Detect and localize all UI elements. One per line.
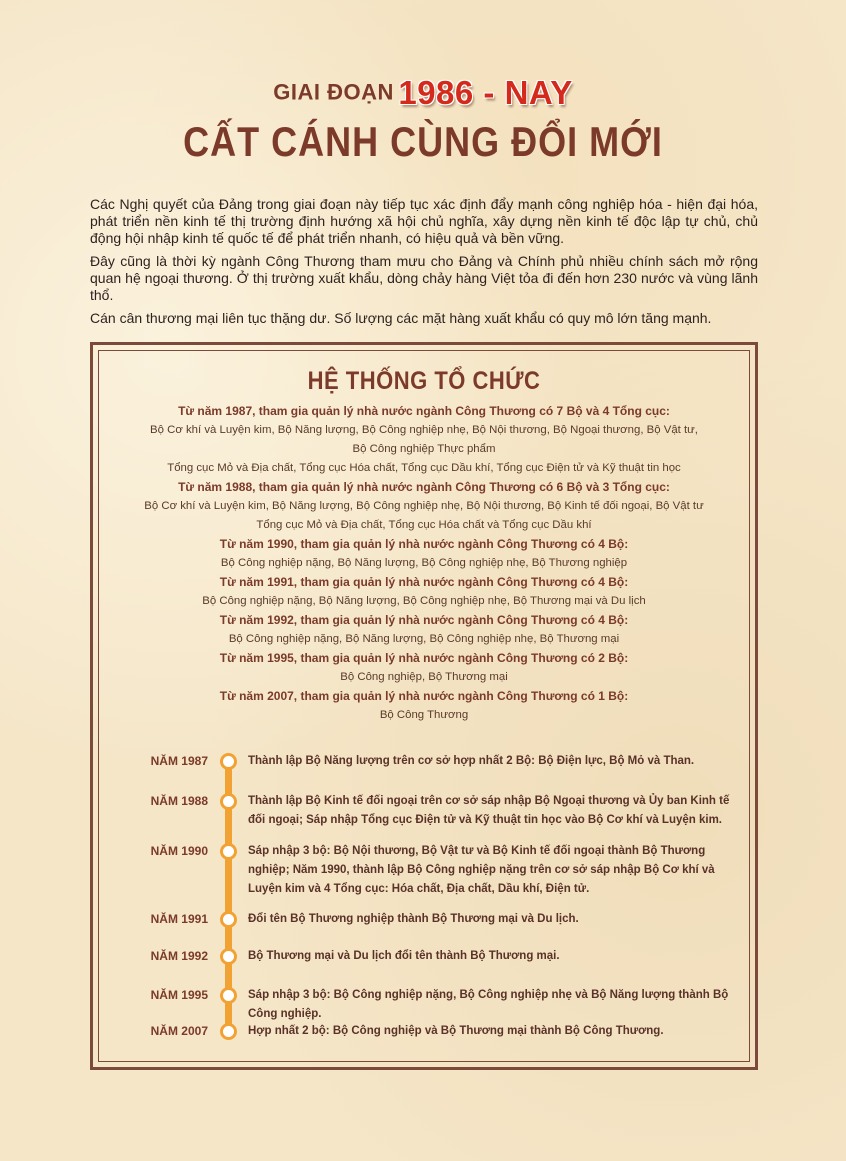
organization-section [100, 368, 748, 725]
org-block [100, 535, 748, 573]
timeline-dot-icon [220, 753, 237, 770]
org-block-heading: Từ năm 1988, tham gia quản lý nhà nước ngành Công Thương có 6 Bộ và 3 Tổng cục: [178, 480, 670, 494]
intro-text [90, 196, 758, 333]
timeline-text: Sáp nhập 3 bộ: Bộ Công nghiệp nặng, Bộ Công nghiệp nhẹ và Bộ Năng lượng thành Bộ Công nghiệp. [248, 989, 729, 1020]
org-block-line: Tổng cục Mỏ và Địa chất, Tổng cục Hóa chất, Tổng cục Dầu khí, Tổng cục Điện tử và Kỹ thuật tin học [167, 462, 681, 474]
timeline-text: Thành lập Bộ Năng lượng trên cơ sở hợp nhất 2 Bộ: Bộ Điện lực, Bộ Mỏ và Than. [248, 755, 695, 767]
org-block-line: Bộ Công Thương [379, 709, 469, 721]
period-heading [0, 76, 846, 109]
timeline-text: Thành lập Bộ Kinh tế đối ngoại trên cơ sở sáp nhập Bộ Ngoại thương và Ủy ban Kinh tế đối ngoại; Sáp nhập Tổng cục Điện tử và Kỹ thuật tin học vào Bộ Cơ khí và Luyện kim. [248, 795, 730, 826]
org-block-heading: Từ năm 1987, tham gia quản lý nhà nước ngành Công Thương có 7 Bộ và 4 Tổng cục: [178, 404, 670, 418]
timeline-year: NĂM 1988 [150, 794, 208, 808]
timeline-year: NĂM 1995 [150, 988, 208, 1002]
org-block [100, 649, 748, 687]
org-block-line: Bộ Cơ khí và Luyện kim, Bộ Năng lượng, Bộ Công nghiệp nhẹ, Bộ Nội thương, Bộ Kinh tế đối ngoại, Bộ Vật tư [144, 500, 704, 512]
organization-title: HỆ THỐNG TỔ CHỨC [307, 366, 541, 395]
timeline-text: Đổi tên Bộ Thương nghiệp thành Bộ Thương mại và Du lịch. [248, 913, 579, 925]
org-block-line: Tổng cục Mỏ và Địa chất, Tổng cục Hóa chất và Tổng cục Dầu khí [256, 519, 592, 531]
page-header [0, 76, 846, 163]
org-block-line: Bộ Công nghiệp nặng, Bộ Năng lượng, Bộ Công nghiệp nhẹ, Bộ Thương nghiệp [220, 557, 628, 569]
timeline-year: NĂM 1991 [150, 912, 208, 926]
org-block-line: Bộ Công nghiệp nặng, Bộ Năng lượng, Bộ Công nghiệp nhẹ, Bộ Thương mại và Du lịch [202, 595, 646, 607]
org-block-line: Bộ Công nghiệp nặng, Bộ Năng lượng, Bộ Công nghiệp nhẹ, Bộ Thương mại [228, 633, 620, 645]
org-block [100, 402, 748, 478]
period-prefix: GIAI ĐOẠN [273, 79, 394, 105]
period-years: 1986 - NAY [398, 74, 573, 111]
org-block-heading: Từ năm 1991, tham gia quản lý nhà nước ngành Công Thương có 4 Bộ: [219, 575, 629, 589]
timeline-dot-icon [220, 948, 237, 965]
org-block [100, 687, 748, 725]
page-title: CẤT CÁNH CÙNG ĐỔI MỚI [183, 117, 663, 165]
org-block-heading: Từ năm 1990, tham gia quản lý nhà nước ngành Công Thương có 4 Bộ: [219, 537, 629, 551]
timeline-dot-icon [220, 987, 237, 1004]
timeline-year: NĂM 1992 [150, 949, 208, 963]
timeline-year: NĂM 1987 [150, 754, 208, 768]
intro-paragraph: Cán cân thương mại liên tục thặng dư. Số lượng các mặt hàng xuất khẩu có quy mô lớn tăng mạnh. [90, 310, 712, 326]
timeline-text: Sáp nhập 3 bộ: Bộ Nội thương, Bộ Vật tư và Bộ Kinh tế đối ngoại thành Bộ Thương nghiệp; Năm 1990, thành lập Bộ Công nghiệp nặng trên cơ sở sáp nhập Bộ Cơ khí và Luyện kim và 4 Tổng cục: Hóa chất, Địa chất, Dầu khí, Điện tử. [248, 845, 715, 895]
org-block [100, 611, 748, 649]
intro-paragraph: Đây cũng là thời kỳ ngành Công Thương tham mưu cho Đảng và Chính phủ nhiều chính sách mở rộng quan hệ ngoại thương. Ở thị trường xuất khẩu, dòng chảy hàng Việt tỏa đi đến hơn 230 nước và vùng lãnh thổ. [90, 253, 758, 303]
timeline-dot-icon [220, 793, 237, 810]
org-block-line: Bộ Công nghiệp, Bộ Thương mại [340, 671, 508, 683]
timeline-text: Bộ Thương mại và Du lịch đổi tên thành Bộ Thương mại. [248, 950, 560, 962]
timeline-dot-icon [220, 843, 237, 860]
org-block-heading: Từ năm 1995, tham gia quản lý nhà nước ngành Công Thương có 2 Bộ: [219, 651, 629, 665]
timeline [140, 742, 740, 1042]
timeline-dot-icon [220, 911, 237, 928]
org-block [100, 478, 748, 535]
intro-paragraph: Các Nghị quyết của Đảng trong giai đoạn này tiếp tục xác định đẩy mạnh công nghiệp hóa - hiện đại hóa, phát triển nền kinh tế thị trường định hướng xã hội chủ nghĩa, xây dựng nền kinh tế độc lập tự chủ, chủ động hội nhập kinh tế quốc tế để phát triển nhanh, có hiệu quả và bền vững. [90, 196, 758, 246]
timeline-text: Hợp nhất 2 bộ: Bộ Công nghiệp và Bộ Thương mại thành Bộ Công Thương. [248, 1025, 664, 1037]
timeline-year: NĂM 2007 [150, 1024, 208, 1038]
org-block-line: Bộ Công nghiệp Thực phẩm [352, 443, 496, 455]
timeline-year: NĂM 1990 [150, 844, 208, 858]
org-block [100, 573, 748, 611]
timeline-dot-icon [220, 1023, 237, 1040]
org-block-line: Bộ Cơ khí và Luyện kim, Bộ Năng lượng, Bộ Công nghiệp nhẹ, Bộ Nội thương, Bộ Ngoại thương, Bộ Vật tư, [150, 424, 698, 436]
org-block-heading: Từ năm 2007, tham gia quản lý nhà nước ngành Công Thương có 1 Bộ: [219, 689, 629, 703]
org-block-heading: Từ năm 1992, tham gia quản lý nhà nước ngành Công Thương có 4 Bộ: [219, 613, 629, 627]
